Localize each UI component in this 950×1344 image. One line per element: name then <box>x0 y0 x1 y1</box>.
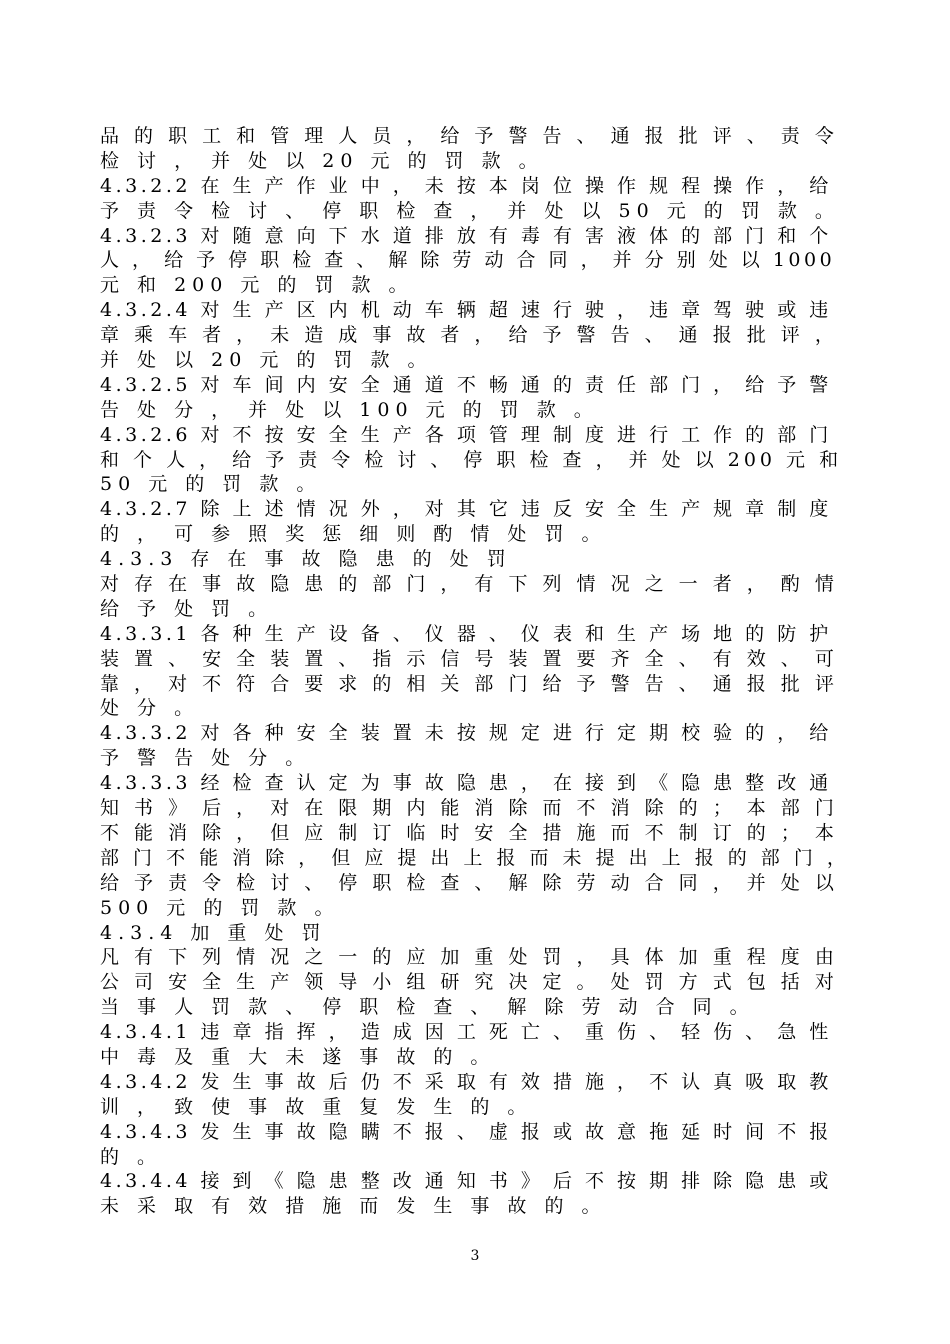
text-line: 未 采 取 有 效 措 施 而 发 生 事 故 的 。 <box>100 1195 607 1218</box>
text-line: 予 警 告 处 分 。 <box>100 747 311 770</box>
text-line: 4.3.3 存 在 事 故 隐 患 的 处 罚 <box>100 548 512 571</box>
text-line: 4.3.4.1 违 章 指 挥 ， 造 成 因 工 死 亡 、 重 伤 、 轻 伤 、 急 性 <box>100 1021 832 1044</box>
text-line: 中 毒 及 重 大 未 遂 事 故 的 。 <box>100 1045 496 1068</box>
text-line: 章 乘 车 者 ， 未 造 成 事 故 者 ， 给 予 警 告 、 通 报 批 评 ， <box>100 324 839 347</box>
page-number: 3 <box>470 1248 480 1264</box>
text-line: 部 门 不 能 消 除 ， 但 应 提 出 上 报 而 未 提 出 上 报 的 部 门 ， <box>100 846 850 869</box>
text-line: 的 。 <box>100 1145 163 1168</box>
text-line: 500 元 的 罚 款 。 <box>100 896 340 919</box>
text-line: 4.3.3.2 对 各 种 安 全 装 置 未 按 规 定 进 行 定 期 校 验 的 ， 给 <box>100 722 832 745</box>
document-body <box>100 124 850 1219</box>
text-line: 4.3.3.3 经 检 查 认 定 为 事 故 隐 患 ， 在 接 到 《 隐 患 整 改 通 <box>100 772 832 795</box>
text-line: 不 能 消 除 ， 但 应 制 订 临 时 安 全 措 施 而 不 制 订 的 ； 本 <box>100 821 839 844</box>
text-line: 并 处 以 20 元 的 罚 款 。 <box>100 349 433 372</box>
text-line: 训 ， 致 使 事 故 重 复 发 生 的 。 <box>100 1095 533 1118</box>
text-line: 公 司 安 全 生 产 领 导 小 组 研 究 决 定 。 处 罚 方 式 包 括 对 <box>100 971 839 994</box>
text-line: 当 事 人 罚 款 、 停 职 检 查 、 解 除 劳 动 合 同 。 <box>100 996 755 1019</box>
text-line: 4.3.3.1 各 种 生 产 设 备 、 仪 器 、 仪 表 和 生 产 场 地 的 防 护 <box>100 622 832 645</box>
text-line: 4.3.2.3 对 随 意 向 下 水 道 排 放 有 毒 有 害 液 体 的 部 门 和 个 <box>100 224 832 247</box>
text-line: 4.3.4.2 发 生 事 故 后 仍 不 采 取 有 效 措 施 ， 不 认 真 吸 取 教 <box>100 1070 832 1093</box>
text-line: 50 元 的 罚 款 。 <box>100 473 322 496</box>
text-line: 处 分 。 <box>100 697 200 720</box>
text-line: 给 予 处 罚 。 <box>100 597 274 620</box>
text-line: 4.3.2.6 对 不 按 安 全 生 产 各 项 管 理 制 度 进 行 工 作 的 部 门 <box>100 423 832 446</box>
text-line: 和 个 人 ， 给 予 责 令 检 讨 、 停 职 检 查 ， 并 处 以 200 元 和 <box>100 448 843 471</box>
text-line: 4.3.4 加 重 处 罚 <box>100 921 327 944</box>
text-line: 检 讨 ， 并 处 以 20 元 的 罚 款 。 <box>100 149 544 172</box>
text-line: 凡 有 下 列 情 况 之 一 的 应 加 重 处 罚 ， 具 体 加 重 程 度 由 <box>100 946 839 969</box>
text-line: 靠 ， 对 不 符 合 要 求 的 相 关 部 门 给 予 警 告 、 通 报 批 评 <box>100 672 839 695</box>
text-line: 告 处 分 ， 并 处 以 100 元 的 罚 款 。 <box>100 398 599 421</box>
text-line: 的 ， 可 参 照 奖 惩 细 则 酌 情 处 罚 。 <box>100 523 607 546</box>
text-line: 人 ， 给 予 停 职 检 查 、 解 除 劳 动 合 同 ， 并 分 别 处 以 1000 <box>100 249 836 272</box>
text-line: 4.3.4.4 接 到 《 隐 患 整 改 通 知 书 》 后 不 按 期 排 除 隐 患 或 <box>100 1170 832 1193</box>
text-line: 4.3.4.3 发 生 事 故 隐 瞒 不 报 、 虚 报 或 故 意 拖 延 时 间 不 报 <box>100 1120 832 1143</box>
text-line: 装 置 、 安 全 装 置 、 指 示 信 号 装 置 要 齐 全 、 有 效 、 可 <box>100 647 839 670</box>
text-line: 知 书 》 后 ， 对 在 限 期 内 能 消 除 而 不 消 除 的 ； 本 部 门 <box>100 797 839 820</box>
text-line: 对 存 在 事 故 隐 患 的 部 门 ， 有 下 列 情 况 之 一 者 ， 酌 情 <box>100 573 839 596</box>
text-line: 4.3.2.5 对 车 间 内 安 全 通 道 不 畅 通 的 责 任 部 门 ， 给 予 警 <box>100 373 832 396</box>
text-line: 元 和 200 元 的 罚 款 。 <box>100 274 414 297</box>
text-line: 予 责 令 检 讨 、 停 职 检 查 ， 并 处 以 50 元 的 罚 款 。 <box>100 199 840 222</box>
text-line: 品 的 职 工 和 管 理 人 员 ， 给 予 警 告 、 通 报 批 评 、 责 令 <box>100 125 839 147</box>
text-line: 4.3.2.2 在 生 产 作 业 中 ， 未 按 本 岗 位 操 作 规 程 操 作 ， 给 <box>100 174 832 197</box>
text-line: 给 予 责 令 检 讨 、 停 职 检 查 、 解 除 劳 动 合 同 ， 并 处 以 <box>100 871 839 894</box>
text-line: 4.3.2.4 对 生 产 区 内 机 动 车 辆 超 速 行 驶 ， 违 章 驾 驶 或 违 <box>100 299 832 322</box>
text-line: 4.3.2.7 除 上 述 情 况 外 ， 对 其 它 违 反 安 全 生 产 规 章 制 度 <box>100 498 832 521</box>
